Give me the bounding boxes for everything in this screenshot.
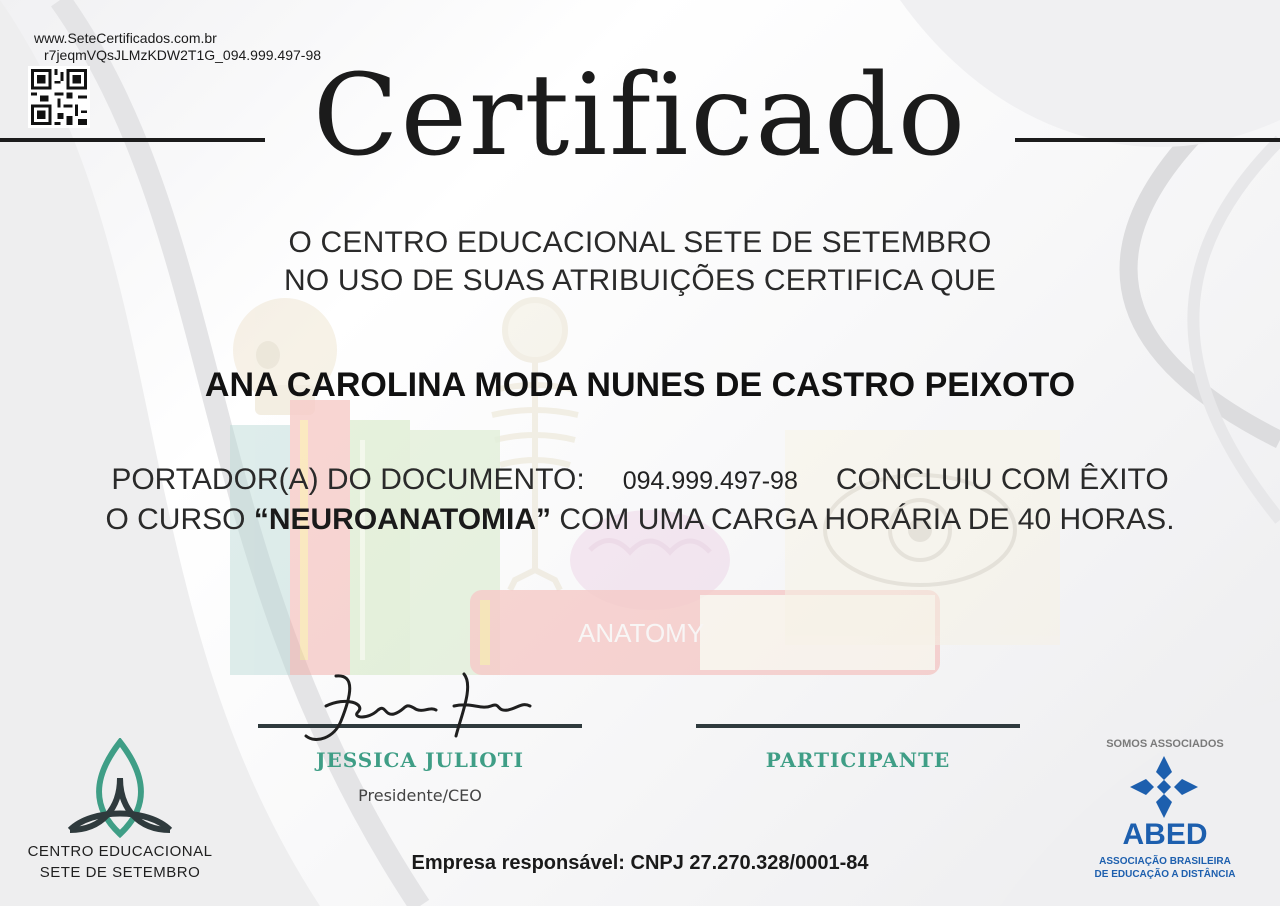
title-rule-right xyxy=(1015,138,1280,142)
participant-label: PARTICIPANTE xyxy=(765,748,951,772)
intro-line-1: O CENTRO EDUCACIONAL SETE DE SETEMBRO xyxy=(288,226,992,259)
course-suffix: COM UMA CARGA HORÁRIA DE 40 HORAS. xyxy=(559,503,1175,536)
company-cnpj: Empresa responsável: CNPJ 27.270.328/0001-84 xyxy=(411,852,869,874)
svg-text:ANATOMY: ANATOMY xyxy=(578,618,705,648)
school-name-line-1: CENTRO EDUCACIONAL xyxy=(27,843,213,860)
abed-name: ABED xyxy=(1122,818,1208,851)
course-line xyxy=(40,503,1240,537)
student-name: ANA CAROLINA MODA NUNES DE CASTRO PEIXOTO xyxy=(204,366,1076,404)
intro-line-2: NO USO DE SUAS ATRIBUIÇÕES CERTIFICA QUE xyxy=(283,264,997,297)
school-logo-icon xyxy=(62,738,178,842)
qr-code-icon xyxy=(28,66,90,128)
skeleton-icon xyxy=(492,300,578,590)
handwritten-signature xyxy=(296,666,556,746)
site-url: www.SeteCertificados.com.br xyxy=(34,30,217,46)
abed-full-name-line-1: ASSOCIAÇÃO BRASILEIRA xyxy=(1099,856,1231,867)
books-stack xyxy=(230,400,500,675)
school-name-line-2: SETE DE SETEMBRO xyxy=(39,864,201,881)
document-number: 094.999.497-98 xyxy=(622,467,798,495)
course-prefix: O CURSO xyxy=(105,503,246,536)
abed-associated-label: SOMOS ASSOCIADOS xyxy=(1106,738,1224,750)
abed-logo-icon xyxy=(1128,754,1200,820)
document-suffix: CONCLUIU COM ÊXITO xyxy=(835,463,1169,496)
document-line xyxy=(40,463,1240,497)
signature-line-right xyxy=(696,724,1020,728)
document-prefix: PORTADOR(A) DO DOCUMENTO: xyxy=(111,463,585,496)
certificate-title: Certificado xyxy=(312,51,968,181)
verification-code: r7jeqmVQsJLMzKDW2T1G_094.999.497-98 xyxy=(44,47,322,63)
signer-role: Presidente/CEO xyxy=(358,786,482,805)
course-name: “NEUROANATOMIA” xyxy=(253,503,552,536)
abed-full-name-line-2: DE EDUCAÇÃO A DISTÂNCIA xyxy=(1094,869,1236,880)
signer-name: JESSICA JULIOTI xyxy=(316,748,524,772)
title-rule-left xyxy=(0,138,265,142)
